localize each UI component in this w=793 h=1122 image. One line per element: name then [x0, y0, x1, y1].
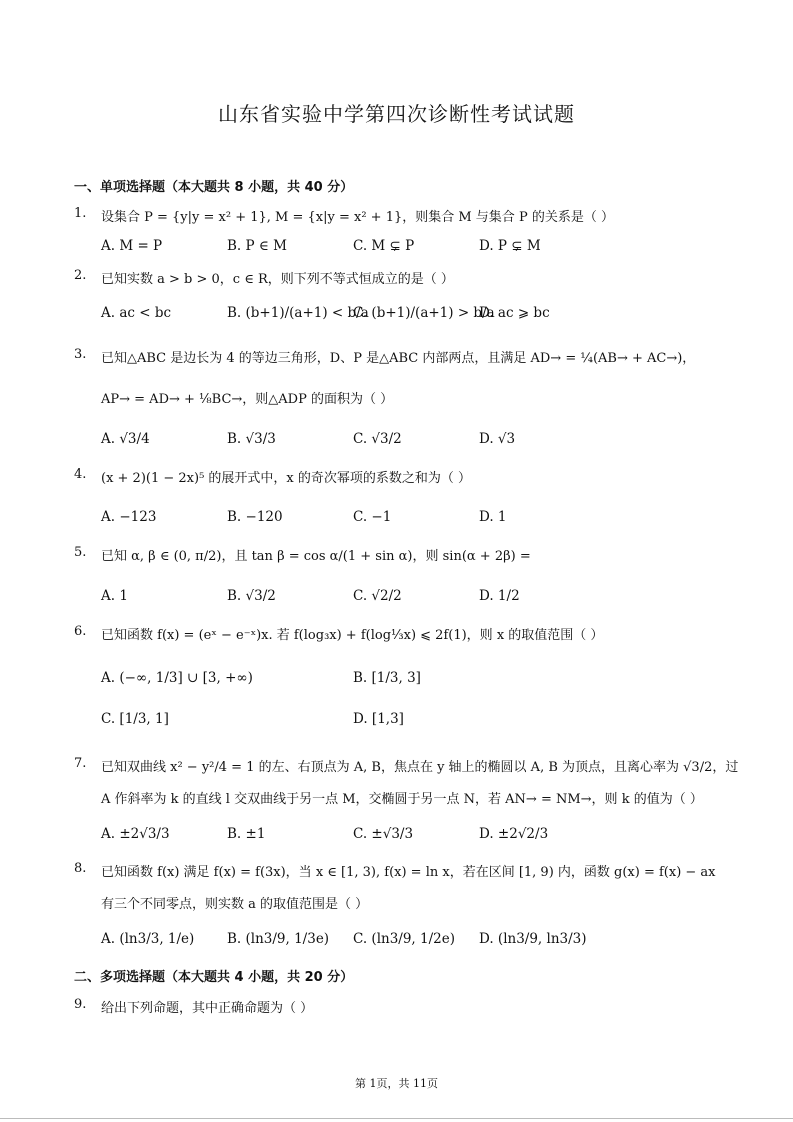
option-a: A. (−∞, 1/3] ∪ [3, +∞) [101, 670, 253, 686]
question-number: 4. [74, 467, 87, 482]
option-c: C. ±√3/3 [353, 826, 414, 842]
question-text: 已知 α, β ∈ (0, π/2)，且 tan β = cos α/(1 + sin α)，则 sin(α + 2β) = [101, 549, 531, 564]
question-number: 7. [74, 756, 87, 771]
option-c: C. M ⊊ P [353, 238, 415, 254]
option-a: A. 1 [101, 588, 128, 604]
option-b: B. −120 [227, 509, 283, 525]
option-d: D. [1,3] [353, 711, 404, 727]
option-c: C. [1/3, 1] [101, 711, 169, 727]
option-c: C. (ln3/9, 1/2e) [353, 931, 456, 947]
section-heading-multi-choice: 二、多项选择题（本大题共 4 小题，共 20 分） [74, 970, 354, 985]
option-b: B. P ∈ M [227, 238, 287, 254]
question-number: 2. [74, 268, 87, 283]
question-text: 设集合 P = {y|y = x² + 1}, M = {x|y = x² + 1}，则集合 M 与集合 P 的关系是（ ） [101, 210, 614, 225]
question-text: 已知△ABC 是边长为 4 的等边三角形，D、P 是△ABC 内部两点，且满足 AD→ = ¼(AB→ + AC→)， [101, 351, 696, 366]
option-d: D. 1/2 [479, 588, 520, 604]
option-b: B. √3/3 [227, 431, 276, 447]
option-d: D. P ⊊ M [479, 238, 541, 254]
option-d: D. (ln3/9, ln3/3) [479, 931, 587, 947]
option-b: B. ±1 [227, 826, 266, 842]
option-a: A. √3/4 [101, 431, 150, 447]
question-text-line2: AP→ = AD→ + ⅛BC→，则△ADP 的面积为（ ） [101, 392, 394, 407]
option-a: A. ±2√3/3 [101, 826, 170, 842]
question-number: 1. [74, 206, 87, 221]
option-c: C. √3/2 [353, 431, 402, 447]
option-c: C. √2/2 [353, 588, 402, 604]
option-d: D. √3 [479, 431, 516, 447]
question-text: 已知函数 f(x) 满足 f(x) = f(3x)，当 x ∈ [1, 3), f(x) = ln x，若在区间 [1, 9) 内，函数 g(x) = f(x) − ax [101, 865, 716, 880]
question-text: 已知实数 a > b > 0，c ∈ R，则下列不等式恒成立的是（ ） [101, 272, 454, 287]
option-c: C. −1 [353, 509, 392, 525]
question-number: 3. [74, 347, 87, 362]
option-c: C. (b+1)/(a+1) > b/a [353, 305, 495, 321]
page-title: 山东省实验中学第四次诊断性考试试题 [218, 102, 575, 126]
option-a: A. M = P [101, 238, 163, 254]
question-number: 6. [74, 624, 87, 639]
option-b: B. (ln3/9, 1/3e) [227, 931, 330, 947]
question-text: 已知双曲线 x² − y²/4 = 1 的左、右顶点为 A, B，焦点在 y 轴上的椭圆以 A, B 为顶点，且离心率为 √3/2，过 [101, 760, 739, 775]
option-d: D. ±2√2/3 [479, 826, 549, 842]
question-text: 已知函数 f(x) = (eˣ − e⁻ˣ)x. 若 f(log₃x) + f(log⅓x) ⩽ 2f(1)，则 x 的取值范围（ ） [101, 628, 604, 643]
question-text: 给出下列命题，其中正确命题为（ ） [101, 1001, 314, 1016]
question-number: 5. [74, 545, 87, 560]
option-d: D. 1 [479, 509, 507, 525]
question-number: 8. [74, 861, 87, 876]
option-d: D. ac ⩾ bc [479, 305, 550, 321]
section-heading-single-choice: 一、单项选择题（本大题共 8 小题，共 40 分） [74, 180, 354, 195]
page-footer: 第 1页，共 11页 [355, 1077, 438, 1090]
option-a: A. −123 [101, 509, 157, 525]
question-text-line2: 有三个不同零点，则实数 a 的取值范围是（ ） [101, 897, 369, 912]
option-b: B. [1/3, 3] [353, 670, 421, 686]
question-text: (x + 2)(1 − 2x)⁵ 的展开式中，x 的奇次幂项的系数之和为（ ） [101, 471, 472, 486]
question-text-line2: A 作斜率为 k 的直线 l 交双曲线于另一点 M，交椭圆于另一点 N，若 AN→ = NM→，则 k 的值为（ ） [101, 792, 703, 807]
option-b: B. √3/2 [227, 588, 276, 604]
page-bottom-rule [0, 1118, 793, 1119]
option-b: B. (b+1)/(a+1) < b/a [227, 305, 369, 321]
option-a: A. ac < bc [101, 305, 172, 321]
question-number: 9. [74, 997, 87, 1012]
option-a: A. (ln3/3, 1/e) [101, 931, 195, 947]
